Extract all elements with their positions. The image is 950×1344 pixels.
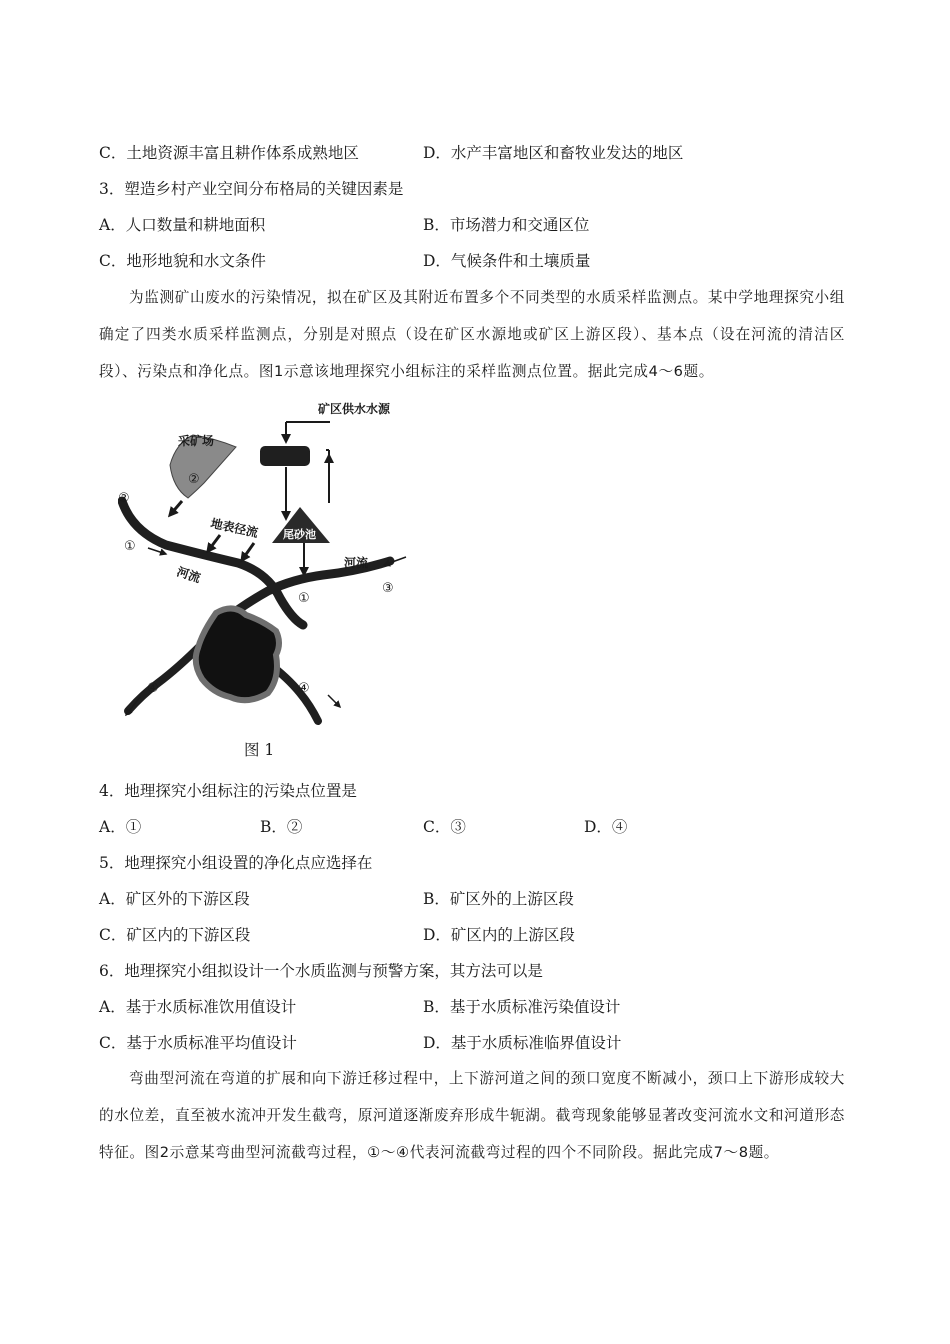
q4-option-c: C．③ bbox=[423, 818, 466, 836]
q6-option-b: B．基于水质标准污染值设计 bbox=[423, 998, 621, 1016]
river-flow-arrow-left bbox=[148, 548, 166, 554]
monitoring-point-1-upstream: ① bbox=[124, 539, 136, 554]
q6-option-d: D．基于水质标准临界值设计 bbox=[423, 1034, 622, 1052]
figure-1-caption: 图 1 bbox=[244, 741, 275, 759]
surface-runoff-label: 地表径流 bbox=[209, 516, 260, 540]
q6-stem: 6．地理探究小组拟设计一个水质监测与预警方案，其方法可以是 bbox=[99, 962, 543, 980]
q4-option-a: A．① bbox=[99, 818, 142, 836]
outflow-arrow-right bbox=[328, 695, 340, 707]
q5-stem: 5．地理探究小组设置的净化点应选择在 bbox=[99, 854, 373, 872]
q3-option-c: C．地形地貌和水文条件 bbox=[99, 252, 266, 270]
q3-option-a: A．人口数量和耕地面积 bbox=[99, 216, 266, 234]
q5-option-a: A．矿区外的下游区段 bbox=[99, 890, 250, 908]
figure-1-map bbox=[118, 393, 408, 728]
monitoring-point-1-confluence: ① bbox=[298, 591, 310, 606]
q5-option-b: B．矿区外的上游区段 bbox=[423, 890, 574, 908]
monitoring-point-3: ③ bbox=[382, 581, 394, 596]
q6-option-a: A．基于水质标准饮用值设计 bbox=[99, 998, 297, 1016]
passage-1-text: 为监测矿山废水的污染情况，拟在矿区及其附近布置多个不同类型的水质采样监测点。某中学地理探究小组确定了四类水质采样监测点，分别是对照点（设在矿区水源地或矿区上游区段）、基本点（设在河流的清洁区段）、污染点和净化点。图1示意该地理探究小组标注的采样监测点位置。据此完成4～6题。 bbox=[99, 289, 845, 380]
passage-mining-wastewater bbox=[99, 279, 845, 390]
q4-stem: 4．地理探究小组标注的污染点位置是 bbox=[99, 782, 357, 800]
q4-option-d: D．④ bbox=[584, 818, 628, 836]
passage-2-text: 弯曲型河流在弯道的扩展和向下游迁移过程中，上下游河道之间的颈口宽度不断减小，颈口上下游形成较大的水位差，直至被水流冲开发生截弯，原河道逐渐废弃形成牛轭湖。截弯现象能够显著改变河流水文和河道形态特征。图2示意某弯曲型河流截弯过程，①～④代表河流截弯过程的四个不同阶段。据此完成7～8题。 bbox=[99, 1070, 845, 1161]
mining-field-label: 采矿场 bbox=[178, 434, 215, 448]
q6-option-c: C．基于水质标准平均值设计 bbox=[99, 1034, 297, 1052]
monitoring-point-4-left: ④ bbox=[147, 681, 159, 696]
mining-field-marker: ② bbox=[188, 472, 200, 487]
q3-stem: 3．塑造乡村产业空间分布格局的关键因素是 bbox=[99, 180, 404, 198]
q5-option-d: D．矿区内的上游区段 bbox=[423, 926, 575, 944]
processing-plant-box bbox=[260, 446, 310, 466]
tailings-pond-label: 尾砂池 bbox=[283, 528, 316, 541]
lake-area bbox=[196, 608, 279, 700]
monitoring-point-4-right: ④ bbox=[298, 681, 310, 696]
q3-option-d: D．气候条件和土壤质量 bbox=[423, 252, 591, 270]
monitoring-point-2: ② bbox=[118, 491, 130, 506]
water-supply-flow-lines bbox=[286, 422, 330, 575]
river-label-right: 河流 bbox=[344, 556, 369, 570]
q5-option-c: C．矿区内的下游区段 bbox=[99, 926, 251, 944]
water-source-label: 矿区供水水源 bbox=[318, 402, 391, 416]
q2-option-d: D．水产丰富地区和畜牧业发达的地区 bbox=[423, 144, 684, 162]
q4-option-b: B．② bbox=[260, 818, 303, 836]
river-label-left: 河流 bbox=[175, 564, 203, 586]
q2-option-c: C．土地资源丰富且耕作体系成熟地区 bbox=[99, 144, 359, 162]
q3-option-b: B．市场潜力和交通区位 bbox=[423, 216, 590, 234]
passage-meander-cutoff bbox=[99, 1060, 845, 1171]
